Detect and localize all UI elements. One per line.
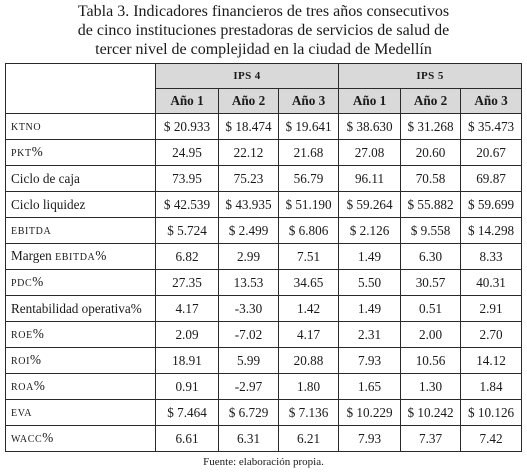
group-header-row bbox=[6, 64, 522, 89]
row-label-text: Ciclo de caja bbox=[11, 170, 80, 186]
row-label-acronym: ROE bbox=[11, 329, 33, 341]
value-cell: $ 38.630 bbox=[339, 114, 401, 140]
value-cell: $ 2.499 bbox=[219, 218, 279, 244]
row-label bbox=[6, 296, 156, 322]
group-header-ips5: IPS 5 bbox=[339, 64, 522, 89]
value-cell: $ 42.539 bbox=[156, 192, 219, 218]
value-cell: 6.21 bbox=[279, 426, 339, 452]
value-cell: 7.93 bbox=[339, 348, 401, 374]
value-cell: 7.37 bbox=[401, 426, 461, 452]
row-label bbox=[6, 140, 156, 166]
value-cell: 20.67 bbox=[461, 140, 522, 166]
table-row bbox=[6, 192, 522, 218]
table-caption bbox=[0, 2, 527, 59]
value-cell: 27.08 bbox=[339, 140, 401, 166]
table-row bbox=[6, 140, 522, 166]
value-cell: 34.65 bbox=[279, 270, 339, 296]
value-cell: $ 51.190 bbox=[279, 192, 339, 218]
row-label-text: Rentabilidad operativa% bbox=[11, 300, 142, 316]
value-cell: 2.99 bbox=[219, 244, 279, 270]
group-header-ips4: IPS 4 bbox=[156, 64, 339, 89]
table-row bbox=[6, 348, 522, 374]
row-label bbox=[6, 114, 156, 140]
value-cell: 14.12 bbox=[461, 348, 522, 374]
column-header: Año 2 bbox=[401, 89, 461, 114]
value-cell: 5.50 bbox=[339, 270, 401, 296]
row-label-text: % bbox=[95, 247, 107, 263]
value-cell: 2.91 bbox=[461, 296, 522, 322]
value-cell: $ 6.806 bbox=[279, 218, 339, 244]
table-row bbox=[6, 244, 522, 270]
value-cell: 1.65 bbox=[339, 374, 401, 400]
value-cell: $ 59.264 bbox=[339, 192, 401, 218]
value-cell: 1.49 bbox=[339, 244, 401, 270]
value-cell: 6.82 bbox=[156, 244, 219, 270]
value-cell: 18.91 bbox=[156, 348, 219, 374]
row-label-acronym: EVA bbox=[11, 407, 33, 419]
value-cell: 2.31 bbox=[339, 322, 401, 348]
value-cell: 20.60 bbox=[401, 140, 461, 166]
value-cell: $ 35.473 bbox=[461, 114, 522, 140]
row-label-acronym: WACC bbox=[11, 433, 43, 445]
value-cell: -2.97 bbox=[219, 374, 279, 400]
column-header: Año 2 bbox=[219, 89, 279, 114]
value-cell: 40.31 bbox=[461, 270, 522, 296]
value-cell: 5.99 bbox=[219, 348, 279, 374]
value-cell: $ 10.229 bbox=[339, 400, 401, 426]
value-cell: 7.93 bbox=[339, 426, 401, 452]
row-label-text: % bbox=[31, 143, 43, 159]
row-label-text: % bbox=[32, 325, 44, 341]
source-note: Fuente: elaboración propia. bbox=[203, 456, 324, 468]
row-label bbox=[6, 426, 156, 452]
value-cell: $ 14.298 bbox=[461, 218, 522, 244]
value-cell: $ 20.933 bbox=[156, 114, 219, 140]
table-row bbox=[6, 270, 522, 296]
value-cell: $ 59.699 bbox=[461, 192, 522, 218]
row-label-acronym: ROA bbox=[11, 381, 34, 393]
row-label-text: Ciclo liquidez bbox=[11, 196, 86, 212]
value-cell: $ 9.558 bbox=[401, 218, 461, 244]
value-cell: $ 31.268 bbox=[401, 114, 461, 140]
value-cell: 22.12 bbox=[219, 140, 279, 166]
value-cell: 0.51 bbox=[401, 296, 461, 322]
value-cell: 2.09 bbox=[156, 322, 219, 348]
row-label bbox=[6, 244, 156, 270]
row-label-text: % bbox=[32, 273, 44, 289]
value-cell: $ 43.935 bbox=[219, 192, 279, 218]
row-label-text: % bbox=[42, 429, 54, 445]
row-label bbox=[6, 400, 156, 426]
value-cell: -3.30 bbox=[219, 296, 279, 322]
value-cell: 1.80 bbox=[279, 374, 339, 400]
table-row bbox=[6, 400, 522, 426]
value-cell: 70.58 bbox=[401, 166, 461, 192]
value-cell: $ 10.242 bbox=[401, 400, 461, 426]
column-header: Año 1 bbox=[156, 89, 219, 114]
value-cell: 7.51 bbox=[279, 244, 339, 270]
value-cell: 1.84 bbox=[461, 374, 522, 400]
row-label bbox=[6, 348, 156, 374]
caption-line-3: tercer nivel de complejidad en la ciudad de Medellín bbox=[95, 41, 432, 58]
value-cell: $ 2.126 bbox=[339, 218, 401, 244]
value-cell: 20.88 bbox=[279, 348, 339, 374]
value-cell: 73.95 bbox=[156, 166, 219, 192]
value-cell: 1.30 bbox=[401, 374, 461, 400]
caption-line-2: de cinco instituciones prestadoras de servicios de salud de bbox=[77, 22, 450, 39]
table-row bbox=[6, 374, 522, 400]
value-cell: $ 6.729 bbox=[219, 400, 279, 426]
row-label bbox=[6, 192, 156, 218]
row-label bbox=[6, 270, 156, 296]
value-cell: 69.87 bbox=[461, 166, 522, 192]
table-row bbox=[6, 296, 522, 322]
empty-corner-cell bbox=[6, 64, 156, 114]
value-cell: 75.23 bbox=[219, 166, 279, 192]
value-cell: $ 19.641 bbox=[279, 114, 339, 140]
table-body bbox=[6, 114, 522, 452]
value-cell: 21.68 bbox=[279, 140, 339, 166]
row-label bbox=[6, 218, 156, 244]
table-row bbox=[6, 218, 522, 244]
value-cell: 96.11 bbox=[339, 166, 401, 192]
value-cell: 13.53 bbox=[219, 270, 279, 296]
value-cell: 4.17 bbox=[156, 296, 219, 322]
row-label-acronym: PKT bbox=[11, 147, 32, 159]
column-header: Año 3 bbox=[461, 89, 522, 114]
row-label-acronym: EBITDA bbox=[11, 225, 52, 237]
row-label-acronym: ROI bbox=[11, 355, 31, 367]
value-cell: 0.91 bbox=[156, 374, 219, 400]
row-label-text: % bbox=[33, 377, 45, 393]
value-cell: $ 55.882 bbox=[401, 192, 461, 218]
row-label bbox=[6, 166, 156, 192]
value-cell: 4.17 bbox=[279, 322, 339, 348]
table-row bbox=[6, 114, 522, 140]
column-header: Año 3 bbox=[279, 89, 339, 114]
column-header: Año 1 bbox=[339, 89, 401, 114]
value-cell: $ 10.126 bbox=[461, 400, 522, 426]
row-label bbox=[6, 322, 156, 348]
row-label-acronym: PDC bbox=[11, 277, 33, 289]
value-cell: $ 18.474 bbox=[219, 114, 279, 140]
value-cell: 10.56 bbox=[401, 348, 461, 374]
value-cell: -7.02 bbox=[219, 322, 279, 348]
row-label bbox=[6, 374, 156, 400]
value-cell: $ 7.136 bbox=[279, 400, 339, 426]
table-row bbox=[6, 322, 522, 348]
value-cell: 27.35 bbox=[156, 270, 219, 296]
value-cell: 24.95 bbox=[156, 140, 219, 166]
value-cell: 30.57 bbox=[401, 270, 461, 296]
value-cell: $ 5.724 bbox=[156, 218, 219, 244]
value-cell: 1.42 bbox=[279, 296, 339, 322]
value-cell: 7.42 bbox=[461, 426, 522, 452]
table-row bbox=[6, 426, 522, 452]
row-label-text: % bbox=[30, 351, 42, 367]
value-cell: $ 7.464 bbox=[156, 400, 219, 426]
value-cell: 6.30 bbox=[401, 244, 461, 270]
financial-indicators-table bbox=[5, 63, 522, 452]
value-cell: 1.49 bbox=[339, 296, 401, 322]
row-label-acronym: KTNO bbox=[11, 121, 42, 133]
value-cell: 6.61 bbox=[156, 426, 219, 452]
value-cell: 8.33 bbox=[461, 244, 522, 270]
row-label-acronym: EBITDA bbox=[55, 251, 96, 263]
row-label-text: Margen bbox=[11, 247, 56, 263]
value-cell: 2.00 bbox=[401, 322, 461, 348]
caption-line-1: Tabla 3. Indicadores financieros de tres años consecutivos bbox=[77, 3, 450, 20]
value-cell: 56.79 bbox=[279, 166, 339, 192]
value-cell: 6.31 bbox=[219, 426, 279, 452]
table-row bbox=[6, 166, 522, 192]
value-cell: 2.70 bbox=[461, 322, 522, 348]
